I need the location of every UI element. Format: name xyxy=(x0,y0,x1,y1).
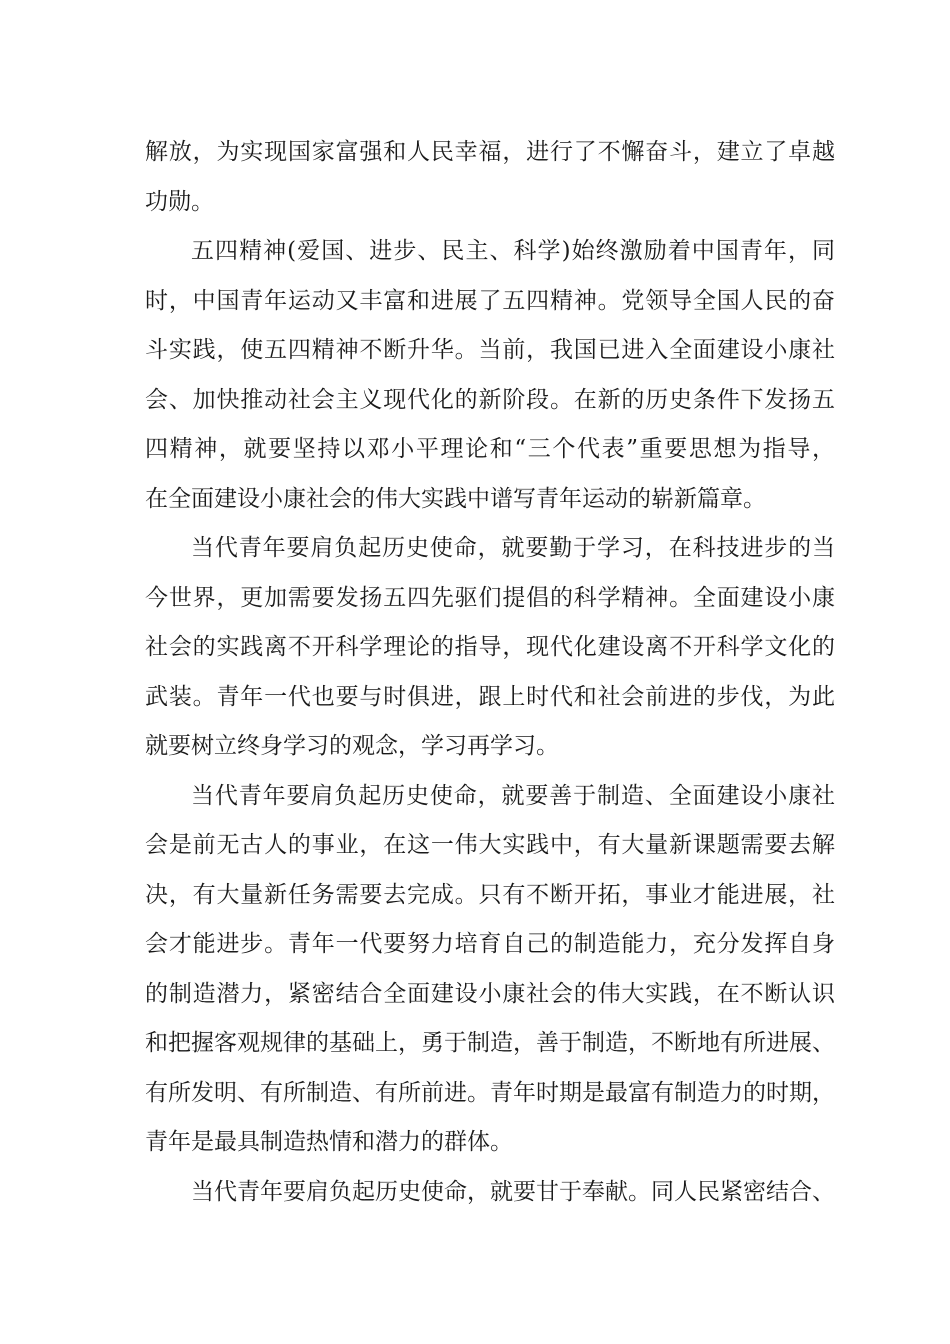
text-line: 在全面建设小康社会的伟大实践中谱写青年运动的崭新篇章。 xyxy=(145,485,766,512)
paragraph xyxy=(145,128,835,227)
paragraph xyxy=(145,772,835,1168)
text-line: 会才能进步。青年一代要努力培育自己的制造能力，充分发挥自身 xyxy=(145,931,835,957)
text-line: 社会的实践离不开科学理论的指导，现代化建设离不开科学文化的 xyxy=(145,634,835,660)
text-line: 今世界，更加需要发扬五四先驱们提倡的科学精神。全面建设小康 xyxy=(145,584,835,611)
text-line: 解放，为实现国家富强和人民幸福，进行了不懈奋斗，建立了卓越 xyxy=(145,139,835,165)
text-line: 当代青年要肩负起历史使命，就要善于制造、全面建设小康社 xyxy=(191,782,835,809)
paragraph xyxy=(145,227,835,524)
paragraph xyxy=(145,524,835,772)
text-line: 有所发明、有所制造、有所前进。青年时期是最富有制造力的时期， xyxy=(145,1079,835,1106)
text-line: 的制造潜力，紧密结合全面建设小康社会的伟大实践，在不断认识 xyxy=(145,980,835,1007)
text-line: 当代青年要肩负起历史使命，就要甘于奉献。同人民紧密结合、 xyxy=(191,1178,835,1205)
document-body xyxy=(145,128,835,1217)
text-line: 就要树立终身学习的观念，学习再学习。 xyxy=(145,733,559,759)
text-line: 功勋。 xyxy=(145,188,214,215)
text-line: 当代青年要肩负起历史使命，就要勤于学习，在科技进步的当 xyxy=(191,535,835,561)
text-line: 武装。青年一代也要与时俱进，跟上时代和社会前进的步伐，为此 xyxy=(145,683,835,710)
text-line: 会、加快推动社会主义现代化的新阶段。在新的历史条件下发扬五 xyxy=(145,386,835,413)
text-line: 青年是最具制造热情和潜力的群体。 xyxy=(145,1129,513,1155)
text-line: 四精神，就要坚持以邓小平理论和“三个代表”重要思想为指导， xyxy=(145,436,835,462)
text-line: 五四精神(爱国、进步、民主、科学)始终激励着中国青年，同 xyxy=(191,238,835,264)
text-line: 斗实践，使五四精神不断升华。当前，我国已进入全面建设小康社 xyxy=(145,337,835,363)
text-line: 会是前无古人的事业，在这一伟大实践中，有大量新课题需要去解 xyxy=(145,832,835,858)
text-line: 时，中国青年运动又丰富和进展了五四精神。党领导全国人民的奋 xyxy=(145,287,835,314)
text-line: 和把握客观规律的基础上，勇于制造，善于制造，不断地有所进展、 xyxy=(145,1030,835,1056)
paragraph xyxy=(145,1168,835,1218)
text-line: 决，有大量新任务需要去完成。只有不断开拓，事业才能进展，社 xyxy=(145,881,835,908)
